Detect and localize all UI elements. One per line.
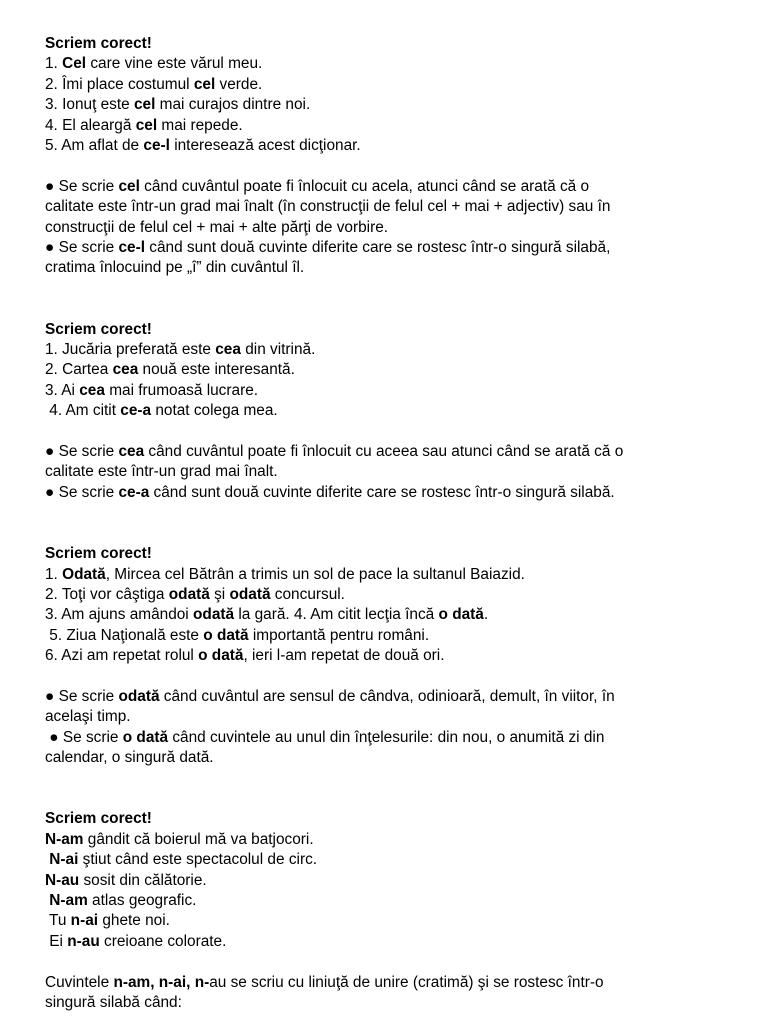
text-run: 1. xyxy=(45,565,63,583)
bold-text: cel xyxy=(134,96,156,114)
bold-text: N-am xyxy=(45,830,84,848)
example-line xyxy=(45,381,735,401)
text-run: Ei xyxy=(45,932,68,950)
text-run: construcţii de felul cel + mai + alte părţi de vorbire. xyxy=(45,218,389,236)
example-line xyxy=(45,75,735,95)
bold-text: N-ai xyxy=(49,851,79,869)
text-run: mai frumoasă lucrare. xyxy=(104,381,259,399)
text-run: 4. Am citit xyxy=(45,402,121,420)
text-run: când cuvintele au unul din înţelesurile: din nou, o anumită zi din xyxy=(168,728,605,746)
example-line xyxy=(45,95,735,115)
example-line xyxy=(45,626,735,646)
text-run: ● Se scrie xyxy=(45,177,119,195)
bold-text: cel xyxy=(118,177,140,195)
example-line xyxy=(45,360,735,380)
text-run: , ieri l-am repetat de două ori. xyxy=(243,647,445,665)
text-run: calitate este într-un grad mai înalt. xyxy=(45,463,278,481)
text-run: calendar, o singură dată. xyxy=(45,749,214,767)
bold-text: odată xyxy=(193,606,235,624)
example-line xyxy=(45,116,735,136)
rule-line xyxy=(45,728,735,748)
bold-text: n-am, n-ai, n- xyxy=(113,973,210,991)
example-line xyxy=(45,850,735,870)
rule-line xyxy=(45,707,735,727)
section-heading: Scriem corect! xyxy=(45,320,152,338)
bold-text: n-au xyxy=(67,932,100,950)
text-run: gândit că boierul mă va batjocori. xyxy=(83,830,314,848)
text-run: 1. xyxy=(45,55,63,73)
example-line xyxy=(45,54,735,74)
text-run: Cuvintele xyxy=(45,973,114,991)
rule-line xyxy=(45,258,735,278)
text-run: importantă pentru români. xyxy=(248,626,430,644)
rule-line xyxy=(45,442,735,462)
rule-section xyxy=(45,809,735,1013)
section-heading: Scriem corect! xyxy=(45,545,152,563)
rule-line xyxy=(45,177,735,197)
text-run: când cuvântul are sensul de cândva, odinioară, demult, în viitor, în xyxy=(159,687,615,705)
section-spacer xyxy=(45,279,735,320)
example-line xyxy=(45,932,735,952)
bold-text: cea xyxy=(112,361,139,379)
bold-text: N-au xyxy=(45,871,80,889)
text-run: nouă este interesantă. xyxy=(138,361,295,379)
bold-text: ce-l xyxy=(143,137,170,155)
text-run: 5. Am aflat de xyxy=(45,137,144,155)
text-run: mai curajos dintre noi. xyxy=(155,96,311,114)
text-run: 2. Toţi vor câştiga xyxy=(45,585,169,603)
paragraph-spacer xyxy=(45,422,735,442)
bold-text: N-am xyxy=(49,891,88,909)
example-line xyxy=(45,565,735,585)
text-run: care vine este vărul meu. xyxy=(86,55,263,73)
paragraph-spacer xyxy=(45,952,735,972)
document-body xyxy=(45,34,735,1013)
rule-line xyxy=(45,483,735,503)
paragraph-spacer xyxy=(45,156,735,176)
example-line xyxy=(45,340,735,360)
bold-text: ce-a xyxy=(118,483,150,501)
rule-section xyxy=(45,320,735,504)
text-run: Tu xyxy=(45,912,71,930)
rule-section xyxy=(45,544,735,768)
bold-text: cel xyxy=(135,116,158,134)
section-spacer xyxy=(45,503,735,544)
bold-text: odată xyxy=(229,585,271,603)
text-run: cratima înlocuind pe „î” din cuvântul îl. xyxy=(45,259,305,277)
text-run: 6. Azi am repetat rolul xyxy=(45,647,199,665)
bold-text: cea xyxy=(215,341,241,359)
section-spacer xyxy=(45,769,735,810)
example-line xyxy=(45,646,735,666)
bold-text: o dată xyxy=(438,606,484,624)
text-run: atlas geografic. xyxy=(87,891,197,909)
text-run: mai repede. xyxy=(157,116,243,134)
example-line xyxy=(45,830,735,850)
text-run: la gară. 4. Am citit lecţia încă xyxy=(234,606,439,624)
bold-text: odată xyxy=(118,687,160,705)
example-line xyxy=(45,585,735,605)
example-line xyxy=(45,401,735,421)
example-line xyxy=(45,911,735,931)
section-heading: Scriem corect! xyxy=(45,810,152,828)
text-run: 5. Ziua Naţională este xyxy=(45,626,204,644)
text-run: au se scriu cu liniuţă de unire (cratimă) şi se rostesc într-o xyxy=(209,973,604,991)
text-run: 3. Ionuţ este xyxy=(45,96,134,114)
bold-text: ce-l xyxy=(118,239,145,257)
rule-line xyxy=(45,197,735,217)
bold-text: ce-a xyxy=(120,402,152,420)
text-run: şi xyxy=(209,585,230,603)
bold-text: o dată xyxy=(122,728,169,746)
bold-text: n-ai xyxy=(70,912,99,930)
text-run: ● Se scrie xyxy=(45,483,119,501)
bold-text: Odată xyxy=(62,565,106,583)
text-run: ● Se scrie xyxy=(45,239,119,257)
rule-section xyxy=(45,34,735,279)
text-run: 3. Ai xyxy=(45,381,80,399)
text-run: calitate este într-un grad mai înalt (în construcţii de felul cel + mai + adjectiv) sau în xyxy=(45,198,611,216)
rule-line xyxy=(45,993,735,1013)
text-run: 4. El aleargă xyxy=(45,116,136,134)
bold-text: o dată xyxy=(198,647,244,665)
text-run: din vitrină. xyxy=(240,341,316,359)
text-run: verde. xyxy=(215,75,263,93)
text-run: când sunt două cuvinte diferite care se rostesc într-o singură silabă, xyxy=(144,239,611,257)
section-heading: Scriem corect! xyxy=(45,35,152,52)
text-run: ● Se scrie xyxy=(45,728,123,746)
bold-text: o dată xyxy=(203,626,249,644)
text-run: . xyxy=(483,606,489,624)
rule-line xyxy=(45,218,735,238)
text-run: când cuvântul poate fi înlocuit cu acela, atunci când se arată că o xyxy=(139,177,590,195)
bold-text: odată xyxy=(168,585,210,603)
rule-line xyxy=(45,238,735,258)
text-run: 3. Am ajuns amândoi xyxy=(45,606,194,624)
text-run: ● Se scrie xyxy=(45,687,119,705)
example-line xyxy=(45,891,735,911)
rule-line xyxy=(45,973,735,993)
text-run: acelaşi timp. xyxy=(45,708,131,726)
text-run: creioane colorate. xyxy=(99,932,227,950)
text-run: ştiut când este spectacolul de circ. xyxy=(78,851,318,869)
text-run: 2. Cartea xyxy=(45,361,113,379)
text-run: ghete noi. xyxy=(98,912,170,930)
example-line xyxy=(45,871,735,891)
text-run: notat colega mea. xyxy=(151,402,278,420)
text-run: ● Se scrie xyxy=(45,443,119,461)
text-run: sosit din călătorie. xyxy=(79,871,207,889)
bold-text: Cel xyxy=(62,55,87,73)
text-run: 1. Jucăria preferată este xyxy=(45,341,216,359)
text-run: interesează acest dicţionar. xyxy=(169,137,361,155)
rule-line xyxy=(45,687,735,707)
paragraph-spacer xyxy=(45,667,735,687)
example-line xyxy=(45,136,735,156)
text-run: când sunt două cuvinte diferite care se rostesc într-o singură silabă. xyxy=(149,483,615,501)
text-run: când cuvântul poate fi înlocuit cu aceea sau atunci când se arată că o xyxy=(144,443,624,461)
rule-line xyxy=(45,748,735,768)
example-line xyxy=(45,605,735,625)
text-run: singură silabă când: xyxy=(45,993,182,1011)
text-run: 2. Îmi place costumul xyxy=(45,75,194,93)
text-run: concursul. xyxy=(270,585,345,603)
rule-line xyxy=(45,462,735,482)
bold-text: cea xyxy=(118,443,145,461)
bold-text: cea xyxy=(79,381,105,399)
text-run: , Mircea cel Bătrân a trimis un sol de pace la sultanul Baiazid. xyxy=(105,565,525,583)
bold-text: cel xyxy=(193,75,216,93)
